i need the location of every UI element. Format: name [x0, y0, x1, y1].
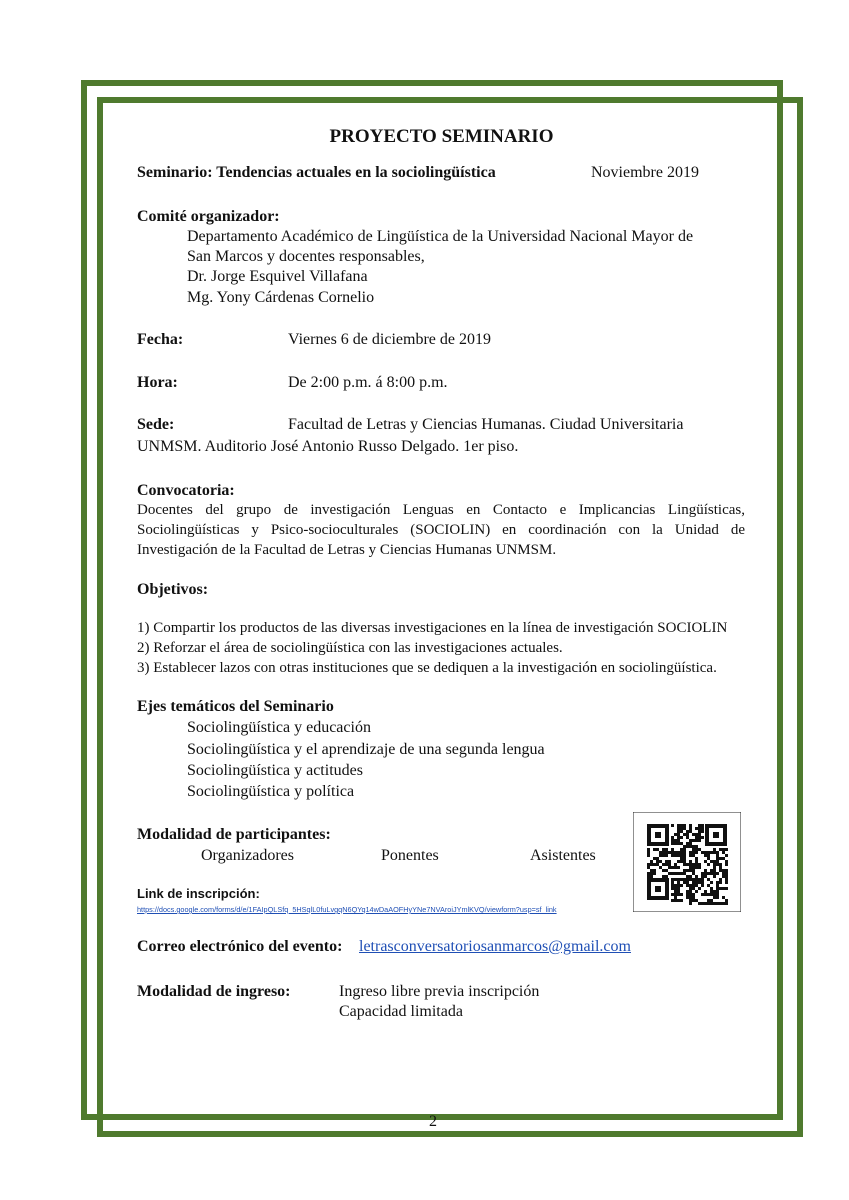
inscripcion-label: Link de inscripción: — [137, 886, 260, 901]
objetivos-label: Objetivos: — [137, 581, 209, 598]
hora-label: Hora: — [137, 374, 178, 391]
convocatoria-line: Docentes del grupo de investigación Lenguas en Contacto e Implicancias Lingüísticas, — [137, 502, 745, 518]
ejes-label: Ejes temáticos del Seminario — [137, 698, 334, 715]
convocatoria-label: Convocatoria: — [137, 482, 235, 499]
eje-item: Sociolingüística y el aprendizaje de una segunda lengua — [187, 741, 545, 758]
eje-item: Sociolingüística y actitudes — [187, 762, 363, 779]
modalidad-option-asistentes: Asistentes — [530, 847, 596, 864]
modalidad-label: Modalidad de participantes: — [137, 826, 331, 843]
committee-line: San Marcos y docentes responsables, — [187, 248, 425, 265]
modalidad-option-organizadores: Organizadores — [201, 847, 294, 864]
event-email-link[interactable]: letrasconversatoriosanmarcos@gmail.com — [359, 938, 631, 955]
seminar-date: Noviembre 2019 — [591, 164, 699, 181]
convocatoria-line: Investigación de la Facultad de Letras y Ciencias Humanas UNMSM. — [137, 542, 557, 558]
document-title: PROYECTO SEMINARIO — [329, 126, 554, 147]
objetivo-item: 1) Compartir los productos de las diversas investigaciones en la línea de investigación SOCIOLIN — [137, 620, 728, 636]
ingreso-label: Modalidad de ingreso: — [137, 983, 291, 1000]
page-number: 2 — [429, 1113, 437, 1130]
committee-line: Mg. Yony Cárdenas Cornelio — [187, 289, 375, 306]
committee-label: Comité organizador: — [137, 208, 280, 225]
modalidad-option-ponentes: Ponentes — [381, 847, 439, 864]
sede-line-2: UNMSM. Auditorio José Antonio Russo Delgado. 1er piso. — [137, 438, 519, 455]
inscripcion-link[interactable]: https://docs.google.com/forms/d/e/1FAIpQLSfq_5HSqlL0fuLvgqN6QYq14wDaAOFHyYNe7NVAroiJYmlKVQ/viewform?usp=sf_link — [137, 905, 557, 914]
correo-label: Correo electrónico del evento: — [137, 938, 343, 955]
seminar-title: Seminario: Tendencias actuales en la sociolingüística — [137, 164, 496, 181]
ingreso-line-1: Ingreso libre previa inscripción — [339, 983, 540, 1000]
convocatoria-line: Sociolingüísticas y Psico-socioculturales (SOCIOLIN) en coordinación con la Unidad de — [137, 522, 745, 538]
committee-line: Dr. Jorge Esquivel Villafana — [187, 268, 368, 285]
committee-line: Departamento Académico de Lingüística de la Universidad Nacional Mayor de — [187, 228, 694, 245]
objetivo-item: 2) Reforzar el área de sociolingüística con las investigaciones actuales. — [137, 640, 563, 656]
fecha-label: Fecha: — [137, 331, 184, 348]
objetivo-item: 3) Establecer lazos con otras instituciones que se dediquen a la investigación en sociolingüística. — [137, 660, 717, 676]
ingreso-line-2: Capacidad limitada — [339, 1003, 463, 1020]
sede-label: Sede: — [137, 416, 175, 433]
fecha-value: Viernes 6 de diciembre de 2019 — [288, 331, 491, 348]
eje-item: Sociolingüística y educación — [187, 719, 371, 736]
hora-value: De 2:00 p.m. á 8:00 p.m. — [288, 374, 448, 391]
qr-code-icon — [633, 812, 741, 912]
eje-item: Sociolingüística y política — [187, 783, 355, 800]
sede-line-1: Facultad de Letras y Ciencias Humanas. Ciudad Universitaria — [288, 416, 684, 433]
